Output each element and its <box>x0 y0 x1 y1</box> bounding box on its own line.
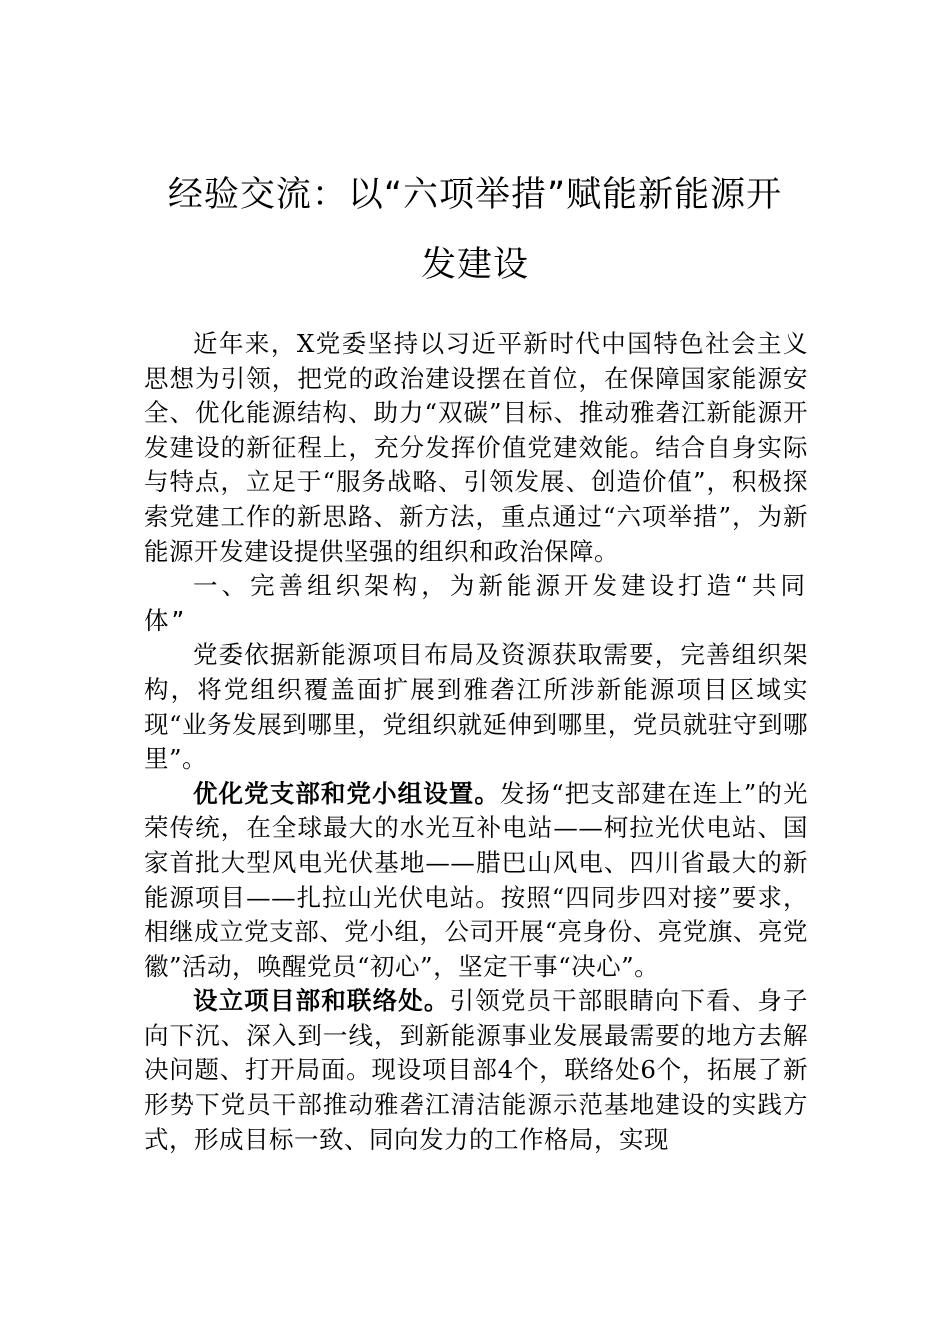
document-body <box>144 327 808 1157</box>
title-line-1: 经验交流：以“六项举措”赋能新能源开 <box>167 175 783 215</box>
project-dept-lead: 设立项目部和联络处。 <box>193 986 450 1016</box>
project-dept-text: 引领党员干部眼睛向下看、身子向下沉、深入到一线，到新能源事业发展最需要的地方去解决问题、打开局面。现设项目部4个，联络处6个，拓展了新形势下党员干部推动雅砻江清洁能源示范基地建设的实践方式，形成目标一致、同向发力的工作格局，实现 <box>144 986 809 1154</box>
section-1-paragraph: 党委依据新能源项目布局及资源获取需要，完善组织架构，将党组织覆盖面扩展到雅砻江所涉新能源项目区域实现“业务发展到哪里，党组织就延伸到哪里，党员就驻守到哪里”。 <box>144 640 808 774</box>
branch-setup-lead: 优化党支部和党小组设置。 <box>193 778 500 808</box>
title-line-2: 发建设 <box>420 245 529 285</box>
project-dept-paragraph <box>144 984 808 1157</box>
document-title <box>120 160 830 300</box>
branch-setup-paragraph <box>144 777 808 985</box>
section-heading-1: 一、完善组织架构，为新能源开发建设打造“共同体” <box>144 571 808 635</box>
intro-paragraph: 近年来，X党委坚持以习近平新时代中国特色社会主义思想为引领，把党的政治建设摆在首位，在保障国家能源安全、优化能源结构、助力“双碳”目标、推动雅砻江新能源开发建设的新征程上，充分发挥价值党建效能。结合自身实际与特点，立足于“服务战略、引领发展、创造价值”，积极探索党建工作的新思路、新方法，重点通过“六项举措”，为新能源开发建设提供坚强的组织和政治保障。 <box>144 329 808 566</box>
branch-setup-text: 发扬“把支部建在连上”的光荣传统，在全球最大的水光互补电站——柯拉光伏电站、国家首批大型风电光伏基地——腊巴山风电、四川省最大的新能源项目——扎拉山光伏电站。按照“四同步四对接”要求，相继成立党支部、党小组，公司开展“亮身份、亮党旗、亮党徽”活动，唤醒党员“初心”，坚定干事“决心”。 <box>144 778 808 981</box>
